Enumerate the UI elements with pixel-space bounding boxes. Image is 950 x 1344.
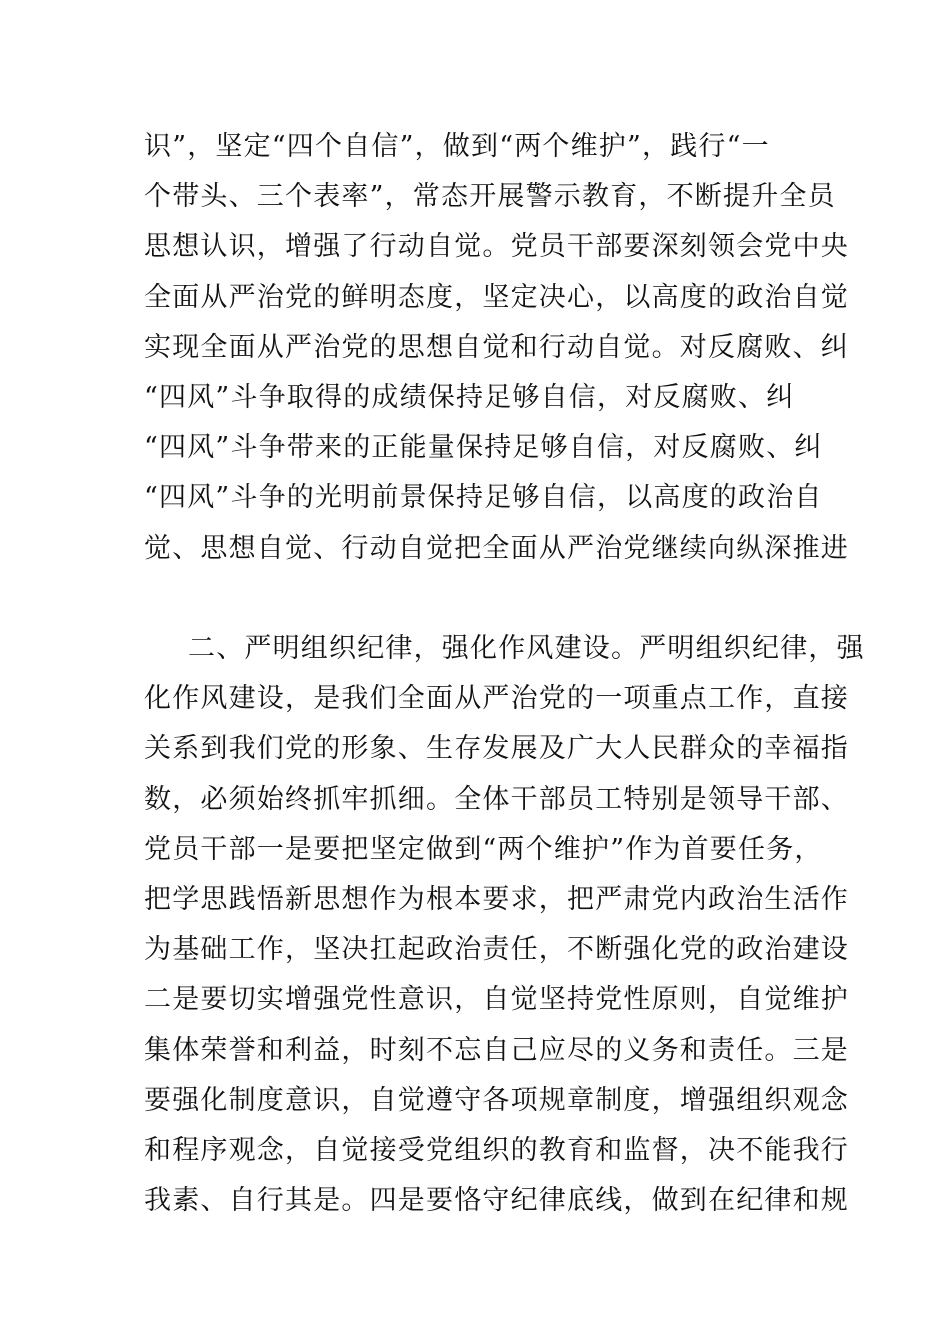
text-line: “四风”斗争取得的成绩保持足够自信，对反腐败、纠 [144, 381, 795, 413]
text-line: 觉、思想自觉、行动自觉把全面从严治党继续向纵深推进 [144, 532, 849, 564]
section-two-paragraph [144, 624, 865, 1226]
text-line: 党员干部一是要把坚定做到“两个维护”作为首要任务， [144, 833, 823, 865]
text-line: 集体荣誉和利益，时刻不忘自己应尽的义务和责任。三是 [144, 1034, 849, 1066]
paragraph-continuation [144, 122, 849, 574]
text-line: 实现全面从严治党的思想自觉和行动自觉。对反腐败、纠 [144, 331, 849, 363]
text-line: 二是要切实增强党性意识，自觉坚持党性原则，自觉维护 [144, 984, 849, 1016]
text-line: 把学思践悟新思想作为根本要求，把严肃党内政治生活作 [144, 883, 849, 915]
text-line: 为基础工作，坚决扛起政治责任，不断强化党的政治建设 [144, 934, 849, 966]
text-line: 思想认识，增强了行动自觉。党员干部要深刻领会党中央 [144, 231, 849, 263]
text-line: 要强化制度意识，自觉遵守各项规章制度，增强组织观念 [144, 1084, 849, 1116]
text-line: 识”，坚定“四个自信”，做到“两个维护”，践行“一 [144, 131, 770, 162]
text-line: 和程序观念，自觉接受党组织的教育和监督，决不能我行 [144, 1134, 849, 1166]
text-line: 关系到我们党的形象、生存发展及广大人民群众的幸福指 [144, 733, 849, 765]
text-line: “四风”斗争的光明前景保持足够自信，以高度的政治自 [144, 482, 823, 514]
section-heading-line: 二、严明组织纪律，强化作风建设。严明组织纪律，强 [188, 633, 865, 664]
text-line: 化作风建设，是我们全面从严治党的一项重点工作，直接 [144, 683, 849, 715]
text-line: 个带头、三个表率”，常态开展警示教育，不断提升全员 [144, 181, 836, 213]
text-line: 数，必须始终抓牢抓细。全体干部员工特别是领导干部、 [144, 783, 849, 815]
text-line: “四风”斗争带来的正能量保持足够自信，对反腐败、纠 [144, 432, 823, 464]
text-line: 全面从严治党的鲜明态度，坚定决心，以高度的政治自觉 [144, 281, 849, 313]
text-line: 我素、自行其是。四是要恪守纪律底线，做到在纪律和规 [144, 1185, 849, 1217]
